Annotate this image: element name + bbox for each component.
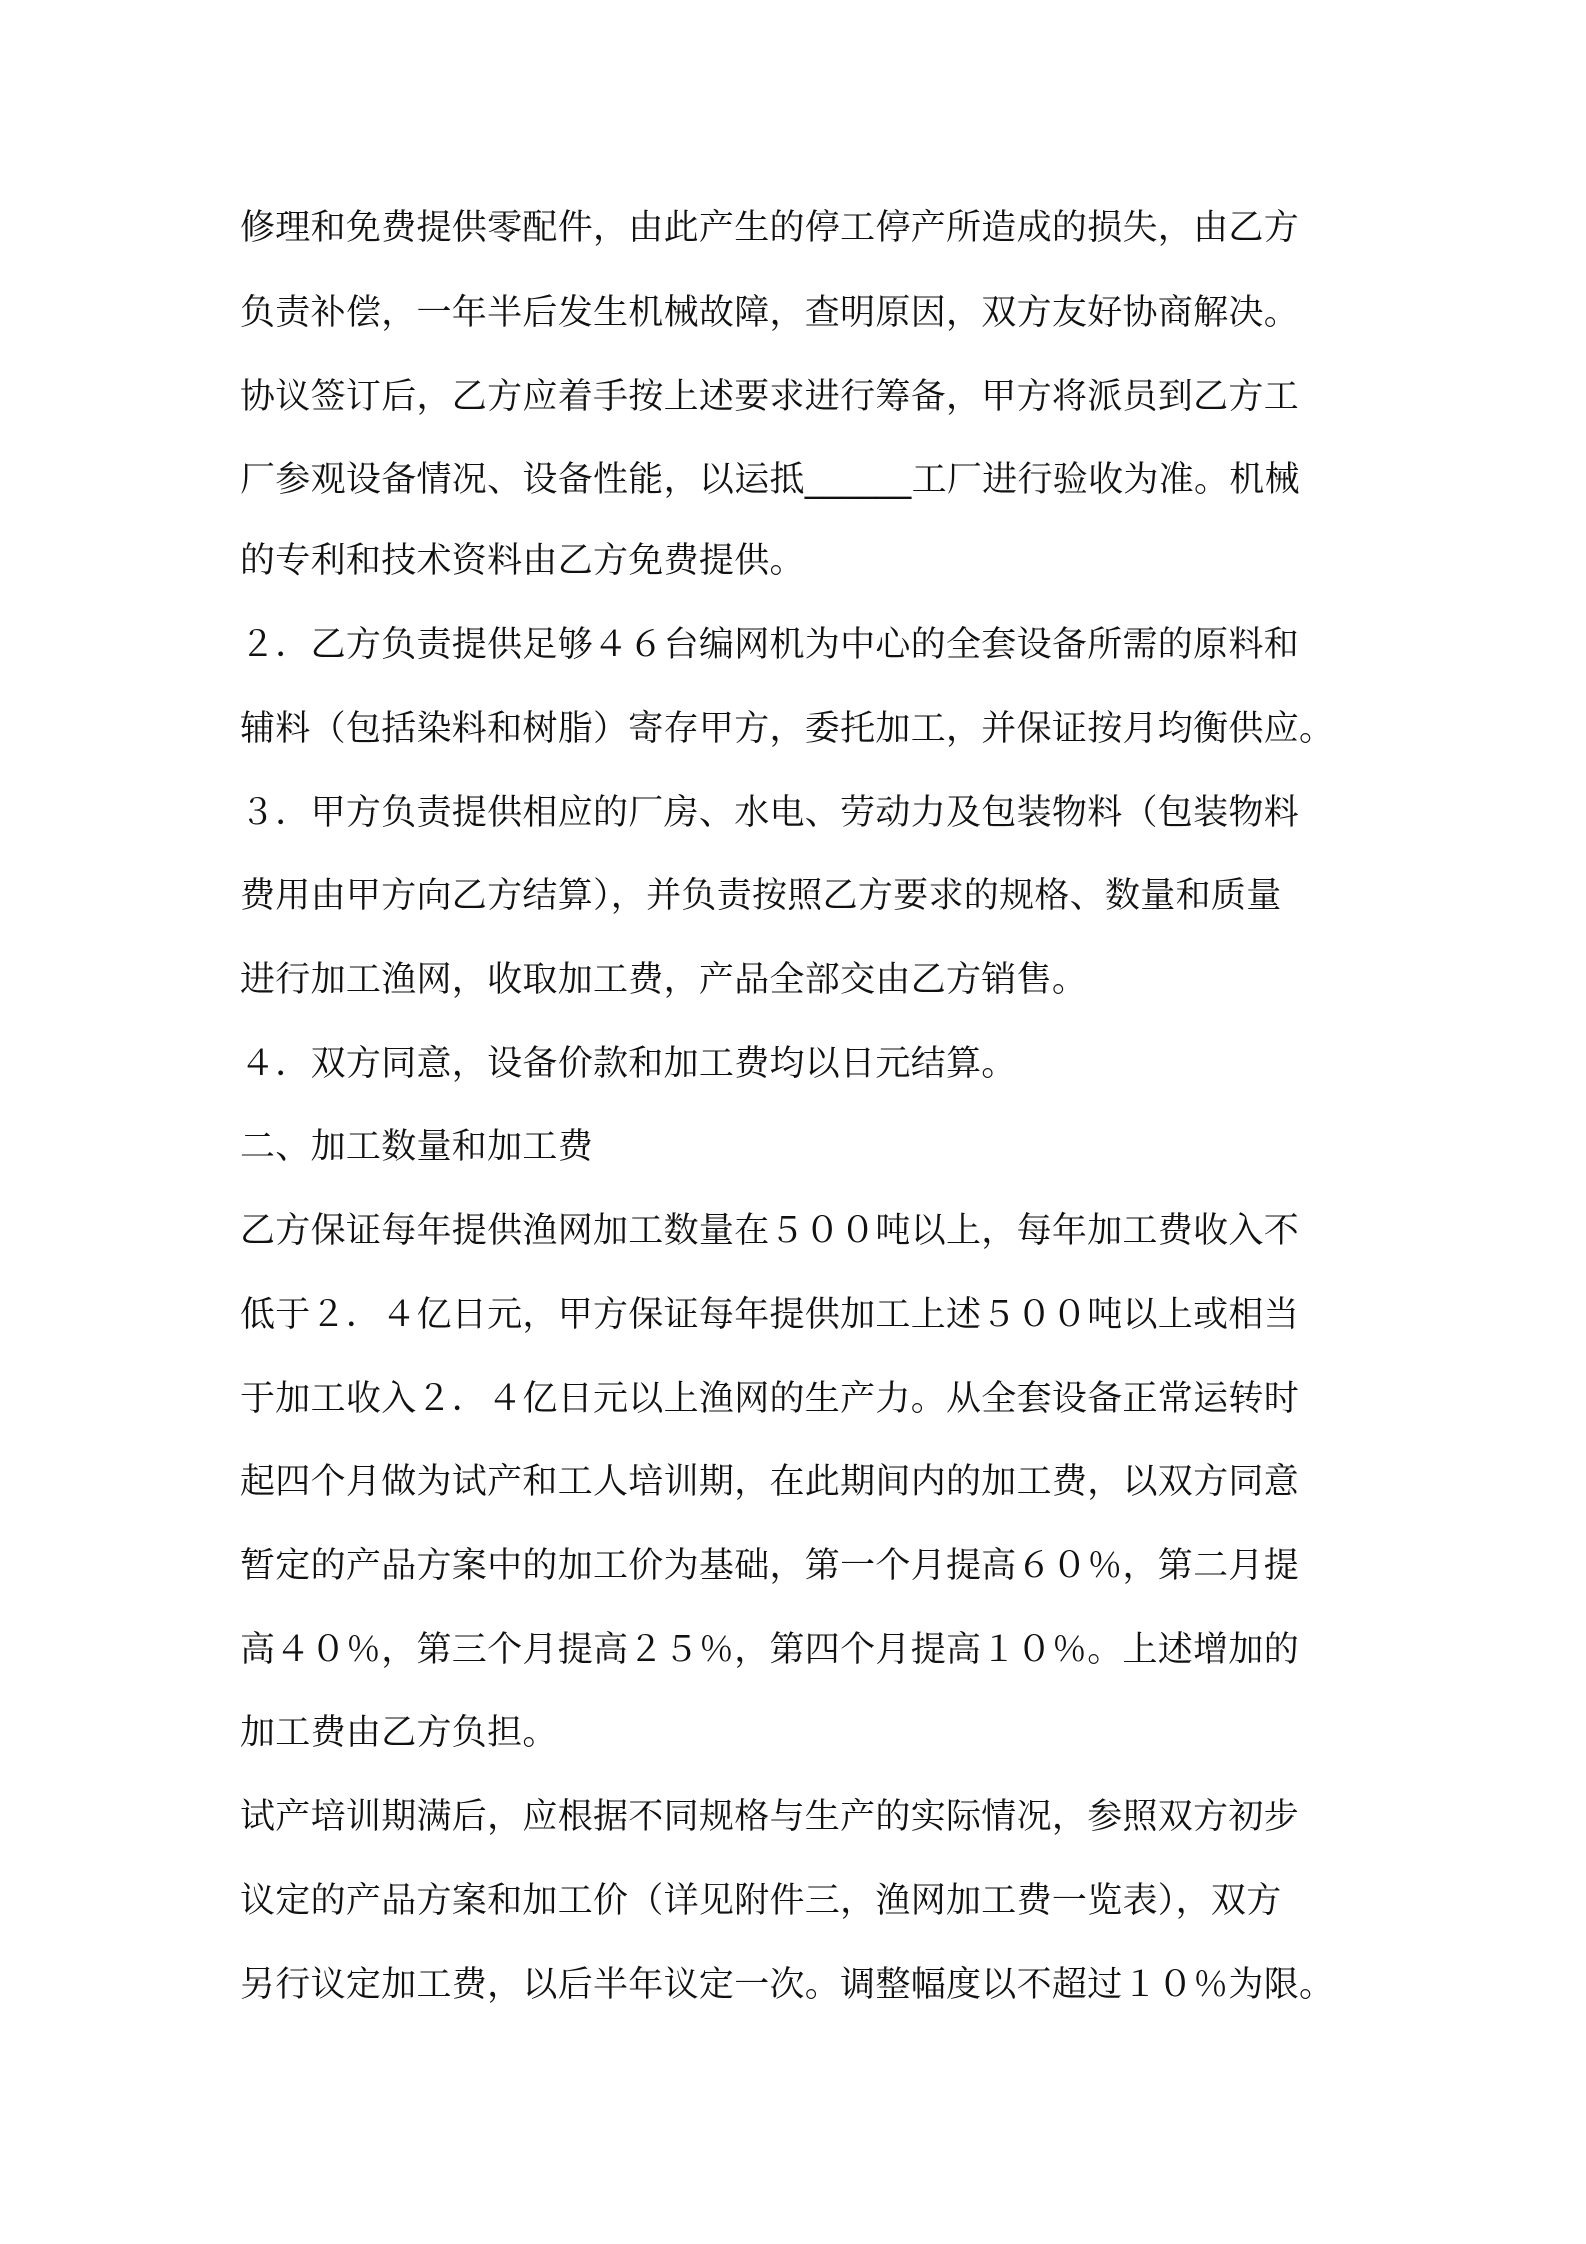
section-heading: 二、加工数量和加工费	[240, 1127, 594, 1167]
text-line: 厂参观设备情况、设备性能，以运抵______工厂进行验收为准。机械	[240, 460, 1300, 500]
text-line: 修理和免费提供零配件，由此产生的停工停产所造成的损失，由乙方	[240, 208, 1300, 248]
text-line: ２．乙方负责提供足够４６台编网机为中心的全套设备所需的原料和	[240, 625, 1300, 665]
text-line: 于加工收入２．４亿日元以上渔网的生产力。从全套设备正常运转时	[240, 1379, 1300, 1419]
text-line: 议定的产品方案和加工价（详见附件三，渔网加工费一览表），双方	[240, 1881, 1282, 1921]
text-line: 高４０％，第三个月提高２５％，第四个月提高１０％。上述增加的	[240, 1630, 1300, 1670]
text-line: 起四个月做为试产和工人培训期，在此期间内的加工费，以双方同意	[240, 1462, 1300, 1502]
text-line: 的专利和技术资料由乙方免费提供。	[240, 541, 805, 581]
text-line: 协议签订后，乙方应着手按上述要求进行筹备，甲方将派员到乙方工	[240, 377, 1300, 417]
text-line: ３．甲方负责提供相应的厂房、水电、劳动力及包装物料（包装物料	[240, 793, 1300, 833]
text-line: 暂定的产品方案中的加工价为基础，第一个月提高６０％，第二月提	[240, 1546, 1300, 1586]
text-line: 费用由甲方向乙方结算），并负责按照乙方要求的规格、数量和质量	[240, 876, 1282, 916]
text-line: 乙方保证每年提供渔网加工数量在５００吨以上，每年加工费收入不	[240, 1211, 1300, 1251]
text-line: 负责补偿，一年半后发生机械故障，查明原因，双方友好协商解决。	[240, 293, 1300, 333]
text-line: ４．双方同意，设备价款和加工费均以日元结算。	[240, 1044, 1017, 1084]
text-line: 低于２．４亿日元，甲方保证每年提供加工上述５００吨以上或相当	[240, 1295, 1300, 1335]
text-line: 加工费由乙方负担。	[240, 1713, 558, 1753]
text-line: 辅料（包括染料和树脂）寄存甲方，委托加工，并保证按月均衡供应。	[240, 709, 1335, 749]
text-line: 另行议定加工费，以后半年议定一次。调整幅度以不超过１０％为限。	[240, 1965, 1335, 2005]
text-line: 试产培训期满后，应根据不同规格与生产的实际情况，参照双方初步	[240, 1797, 1300, 1837]
text-line: 进行加工渔网，收取加工费，产品全部交由乙方销售。	[240, 960, 1088, 1000]
